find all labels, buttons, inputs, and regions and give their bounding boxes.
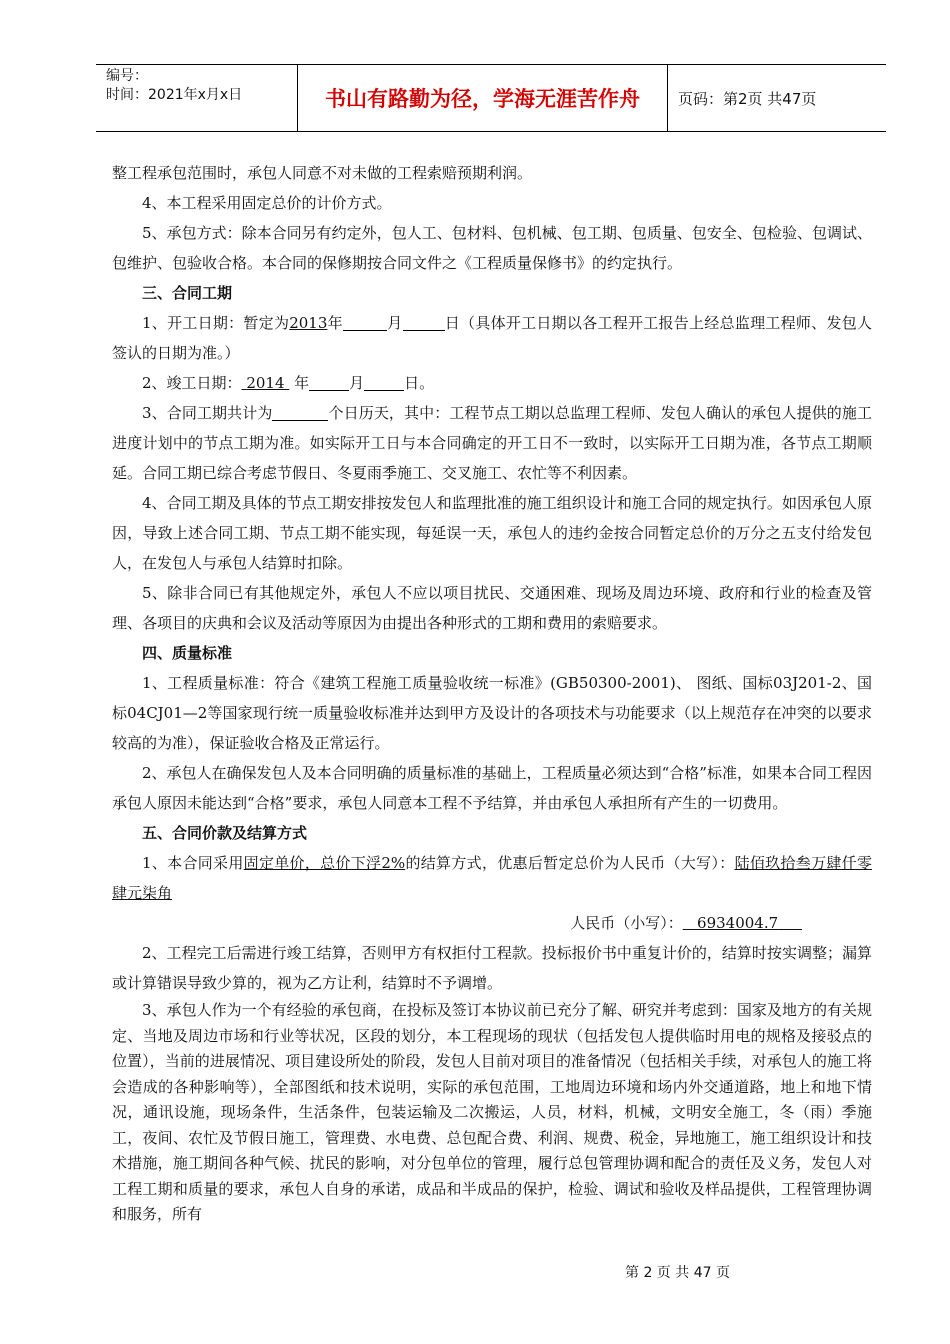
section-heading: 五、合同价款及结算方式 [142, 824, 308, 842]
amount-in-words: 陆佰玖拾叁万肆仟零肆元柒角 [112, 854, 872, 902]
fill-blank [309, 374, 349, 391]
text: 1、本合同采用 [142, 854, 244, 872]
amount-figures: 6934004.7 [697, 914, 779, 932]
paragraph: 5、除非合同已有其他规定外，承包人不应以项目扰民、交通困难、现场及周边环境、政府和行业的检查及管理、各项目的庆典和会议及活动等原因为由提出各种形式的工期和费用的索赔要求。 [112, 584, 872, 632]
paragraph: 1、工程质量标准：符合《建筑工程施工质量验收统一标准》(GB50300-2001)、 图纸、国标03J201-2、国标04CJ01—2等国家现行统一质量验收标准并达到甲方及设计的各项技术与功能要求（以上规范存在冲突的以要求较高的为准），保证验收合格及正常运行。 [112, 674, 872, 752]
paragraph: 4、合同工期及具体的节点工期安排按发包人和监理批准的施工组织设计和施工合同的规定执行。如因承包人原因，导致上述合同工期、节点工期不能实现，每延误一天，承包人的违约金按合同暂定总价的万分之五支付给发包人，在发包人与承包人结算时扣除。 [112, 494, 872, 572]
paragraph: 5、承包方式：除本合同另有约定外，包人工、包材料、包机械、包工期、包质量、包安全、包检验、包调试、包维护、包验收合格。本合同的保修期按合同文件之《工程质量保修书》的约定执行。 [112, 224, 872, 272]
header-meta [96, 65, 298, 131]
text: 的结算方式，优惠后暂定总价为人民币（大写）： [405, 854, 735, 872]
text: 月 [349, 374, 365, 392]
amount-line [112, 908, 872, 938]
serial-label: 编号： [106, 68, 148, 84]
text: 2、竣工日期： [142, 374, 242, 392]
paragraph: 2、工程完工后需进行竣工结算，否则甲方有权拒付工程款。投标报价书中重复计价的，结算时按实调整；漏算或计算错误导致少算的，视为乙方让利，结算时不予调增。 [112, 944, 872, 992]
document-body [112, 158, 872, 1228]
paragraph: 2、承包人在确保发包人及本合同明确的质量标准的基础上，工程质量必须达到“合格”标准，如果本合同工程因承包人原因未能达到“合格”要求，承包人同意本工程不予结算，并由承包人承担所有产生的一切费用。 [112, 764, 872, 812]
header-page-code: 页码：第2页 共47页 [678, 89, 817, 108]
settlement-method: 固定单价，总价下浮2% [243, 854, 406, 872]
text: 1、开工日期：暂定为 [142, 314, 290, 332]
paragraph: 4、本工程采用固定总价的计价方式。 [142, 194, 392, 212]
text: 月 [386, 314, 403, 332]
end-year: 2014 [246, 374, 285, 392]
start-year: 2013 [289, 314, 328, 332]
header-motto: 书山有路勤为径，学海无涯苦作舟 [298, 65, 668, 131]
text: 日。 [404, 374, 435, 392]
text: 日（具体开工日期以各工程开工报告上经总监理工程师、发包人签认的日期为准。） [112, 314, 872, 362]
text: 年 [327, 314, 343, 332]
paragraph [112, 848, 872, 908]
text: 个日历天，其中：工程节点工期以总监理工程师、发包人确认的承包人提供的施工进度计划中的节点工期为准。如实际开工日与本合同确定的开工日不一致时，以实际开工日期为准，各节点工期顺延。合同工期已综合考虑节假日、冬夏雨季施工、交叉施工、农忙等不利因素。 [112, 404, 872, 482]
text: 年 [294, 374, 310, 392]
paragraph: 整工程承包范围时，承包人同意不对未做的工程索赔预期利润。 [112, 164, 533, 182]
paragraph: 3、承包人作为一个有经验的承包商，在投标及签订本协议前已充分了解、研究并考虑到：国家及地方的有关规定、当地及周边市场和行业等状况，区段的划分，本工程现场的现状（包括发包人提供临时用电的规格及接驳点的位置），当前的进展情况、项目建设所处的阶段，发包人目前对项目的准备情况（包括相关手续，对承包人的施工将会造成的各种影响等），全部图纸和技术说明，实际的承包范围，工地周边环境和场内外交通道路，地上和地下情况，通讯设施，现场条件，生活条件，包装运输及二次搬运，人员，材料，机械，文明安全施工，冬（雨）季施工，夜间、农忙及节假日施工，管理费、水电费、总包配合费、利润、规费、税金，异地施工，施工组织设计和技术措施，施工期间各种气候、扰民的影响，对分包单位的管理，履行总包管理协调和配合的责任及义务，发包人对工程工期和质量的要求，承包人自身的承诺，成品和半成品的保护，检验、调试和验收及样品提供，工程管理协调和服务，所有 [112, 1001, 872, 1223]
section-heading: 三、合同工期 [142, 284, 233, 302]
page-footer: 第 2 页 共 47 页 [625, 1265, 730, 1281]
page-header [96, 64, 886, 132]
fill-blank [272, 404, 328, 421]
fill-blank [343, 314, 387, 331]
paragraph [112, 308, 872, 368]
time-label: 时间：2021年x月x日 [106, 87, 243, 103]
fill-blank [403, 314, 445, 331]
fill-blank [364, 374, 404, 391]
paragraph [112, 368, 872, 398]
text: 3、合同工期共计为 [142, 404, 273, 422]
amount-label: 人民币（小写）： [570, 914, 683, 932]
section-heading: 四、质量标准 [142, 644, 233, 662]
paragraph [112, 398, 872, 488]
